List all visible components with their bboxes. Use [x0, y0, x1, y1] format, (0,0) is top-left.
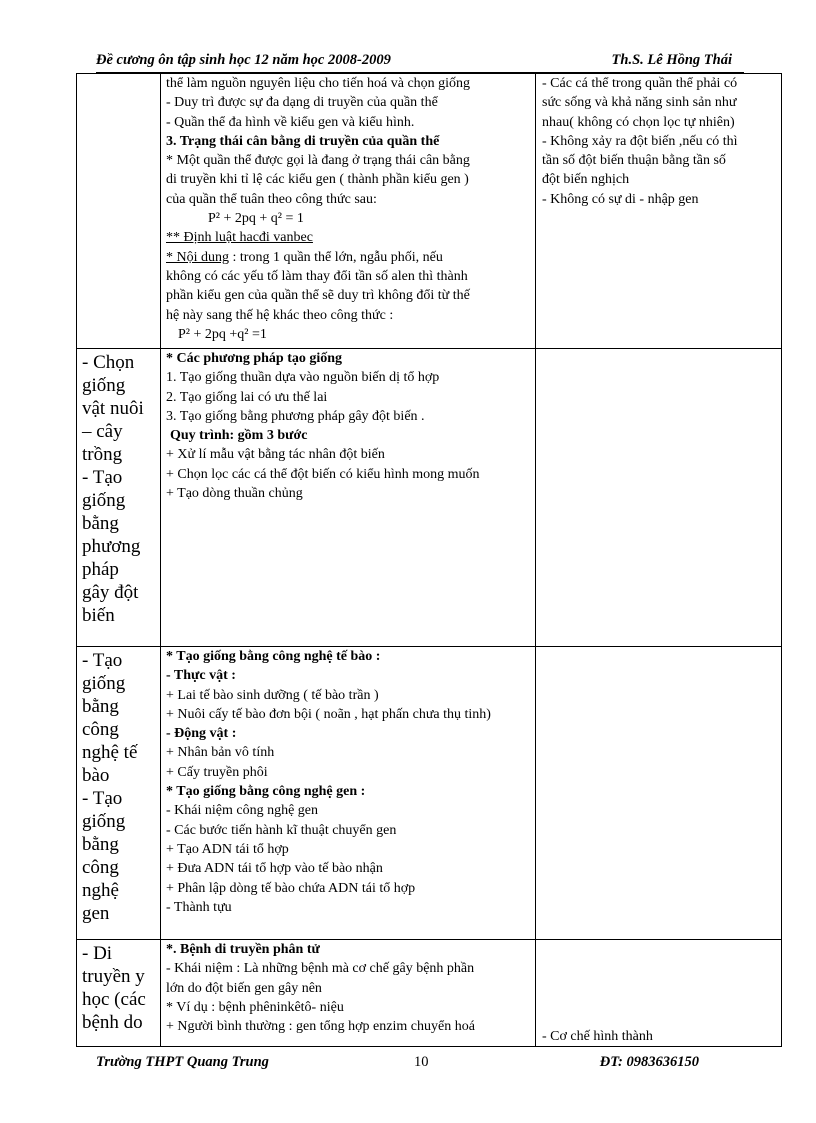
- text-line: * Một quần thể được gọi là đang ở trạng thái cân bằng: [166, 153, 470, 169]
- text-line: + Xử lí mẫu vật bằng tác nhân đột biến: [166, 447, 385, 463]
- content-cell: [161, 940, 536, 1047]
- phone-number: ĐT: 0983636150: [599, 1054, 699, 1070]
- notes-cell: [536, 74, 782, 349]
- text-line: + Nhân bản vô tính: [166, 745, 275, 761]
- text-line: + Lai tế bào sinh dưỡng ( tế bào trần ): [166, 687, 379, 703]
- text-line: 1. Tạo giống thuần dựa vào nguồn biến dị tổ hợp: [166, 370, 440, 386]
- note-line: đột biến nghịch: [542, 172, 630, 188]
- text-line: di truyền khi tỉ lệ các kiểu gen ( thành phần kiểu gen ): [166, 172, 469, 188]
- text-line: - Duy trì được sự đa dạng di truyền của quần thể: [166, 95, 438, 111]
- formula: P² + 2pq +q² =1: [178, 326, 267, 342]
- text-line: thể làm nguồn nguyên liệu cho tiến hoá và chọn giống: [166, 76, 471, 91]
- content-cell: [161, 74, 536, 349]
- school-name: Trường THPT Quang Trung: [96, 1054, 269, 1070]
- text-line: lớn do đột biến gen gây nên: [166, 980, 322, 996]
- table-row: [77, 74, 782, 349]
- content-cell: [161, 647, 536, 940]
- text-line: phần kiểu gen của quần thể sẽ duy trì không đổi từ thế: [166, 288, 470, 304]
- page-footer: [96, 1054, 744, 1074]
- text-line: hệ này sang thế hệ khác theo công thức :: [166, 307, 394, 323]
- process-heading: Quy trình: gồm 3 bước: [170, 428, 308, 444]
- text-line: + Tạo ADN tái tổ hợp: [166, 841, 289, 857]
- text-line: * Ví dụ : bệnh phêninkêtô- niệu: [166, 999, 344, 1015]
- section-heading: * Tạo giống bằng công nghệ tế bào :: [166, 649, 381, 664]
- section-heading: * Các phương pháp tạo giống: [166, 351, 343, 366]
- section-heading: *. Bệnh di truyền phân tử: [166, 942, 320, 957]
- text-line: - Quần thể đa hình về kiểu gen và kiểu hình.: [166, 114, 415, 130]
- note-line: tần số đột biến thuận bằng tần số: [542, 153, 726, 169]
- notes-cell: [536, 940, 782, 1047]
- text-line: - Khái niệm công nghệ gen: [166, 803, 319, 819]
- text-line: của quần thể tuân theo công thức sau:: [166, 191, 377, 207]
- topic-cell: [77, 74, 161, 349]
- document-title: Đề cương ôn tập sinh học 12 năm học 2008-2009: [96, 52, 391, 68]
- text-line: + Tạo dòng thuần chủng: [166, 486, 303, 502]
- content-cell: [161, 349, 536, 647]
- law-title: ** Định luật hacđi vanbec: [166, 230, 313, 246]
- topic-cell: - Chọn giống vật nuôi – cây trồng - Tạo giống bằng phương pháp gây đột biến: [77, 349, 161, 647]
- table-row: [77, 940, 782, 1047]
- sub-heading: - Động vật :: [166, 726, 237, 742]
- formula: P² + 2pq + q² = 1: [208, 211, 304, 227]
- text-line: 3. Tạo giống bằng phương pháp gây đột biến .: [166, 408, 425, 424]
- note-line: - Cơ chế hình thành: [542, 1028, 653, 1044]
- page-number: 10: [414, 1054, 429, 1070]
- notes-cell: [536, 647, 782, 940]
- text-line: 2. Tạo giống lai có ưu thế lai: [166, 389, 328, 405]
- notes-cell: [536, 349, 782, 647]
- note-line: - Các cá thể trong quần thể phải có: [542, 76, 738, 91]
- topic-cell: - Di truyền y học (các bệnh do: [77, 940, 161, 1047]
- sub-heading: - Thực vật :: [166, 668, 236, 684]
- text-line: + Đưa ADN tái tổ hợp vào tế bào nhận: [166, 861, 383, 877]
- author-name: Th.S. Lê Hồng Thái: [611, 52, 732, 68]
- topic-cell: - Tạo giống bằng công nghệ tế bào - Tạo giống bằng công nghệ gen: [77, 647, 161, 940]
- page-header: [96, 52, 744, 73]
- text-line: + Người bình thường : gen tổng hợp enzim chuyển hoá: [166, 1019, 475, 1035]
- text-line: - Thành tựu: [166, 899, 232, 915]
- note-line: nhau( không có chọn lọc tự nhiên): [542, 114, 735, 130]
- content-label: * Nội dung: [166, 249, 229, 265]
- note-line: - Không có sự di - nhập gen: [542, 191, 699, 207]
- table-row: [77, 349, 782, 647]
- outline-table: [76, 73, 782, 1047]
- section-heading: 3. Trạng thái cân bằng di truyền của quần thể: [166, 133, 440, 149]
- text-line: + Chọn lọc các cá thể đột biến có kiểu hình mong muốn: [166, 466, 480, 482]
- table-row: [77, 647, 782, 940]
- text-line: * Nội dung : trong 1 quần thể lớn, ngẫu phối, nếu: [166, 249, 443, 265]
- text-line: - Khái niệm : Là những bệnh mà cơ chế gây bệnh phần: [166, 961, 475, 977]
- note-line: sức sống và khả năng sinh sản như: [542, 95, 737, 111]
- note-line: - Không xảy ra đột biến ,nếu có thì: [542, 133, 738, 149]
- text-line: không có các yếu tố làm thay đổi tần số alen thì thành: [166, 268, 468, 284]
- text-line: + Nuôi cấy tế bào đơn bội ( noãn , hạt phấn chưa thụ tinh): [166, 706, 491, 722]
- text-line: - Các bước tiến hành kĩ thuật chuyển gen: [166, 822, 397, 838]
- text-line: + Phân lập dòng tế bào chứa ADN tái tổ hợp: [166, 880, 416, 896]
- text-line: + Cấy truyền phôi: [166, 764, 268, 780]
- section-heading: * Tạo giống bằng công nghệ gen :: [166, 784, 366, 800]
